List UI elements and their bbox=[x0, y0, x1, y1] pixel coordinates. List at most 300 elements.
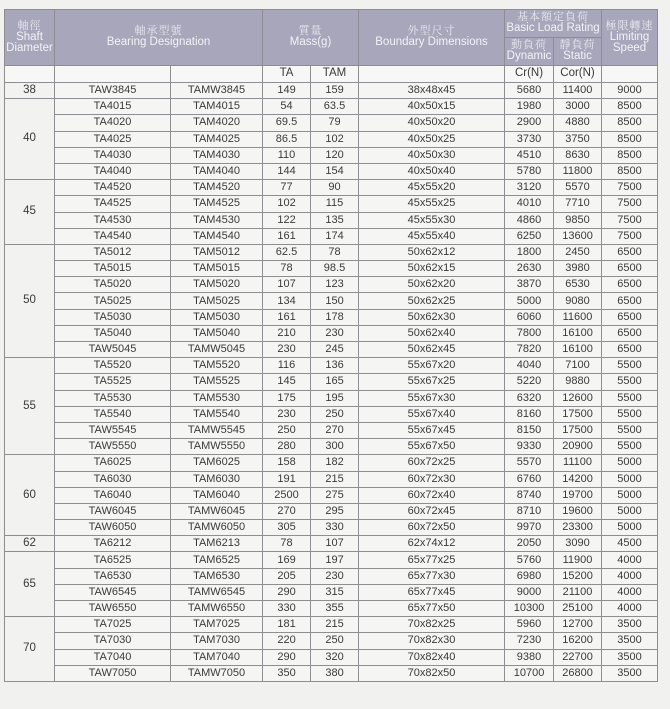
shaft-diameter-cell: 50 bbox=[5, 244, 55, 357]
mass-tam-cell: 215 bbox=[311, 471, 359, 487]
dynamic-load-cell: 3120 bbox=[505, 180, 554, 196]
header-shaft-en2: Diameter bbox=[6, 42, 53, 54]
unit-empty bbox=[359, 66, 505, 83]
mass-ta-cell: 191 bbox=[263, 471, 311, 487]
tam-designation-cell: TAM4015 bbox=[171, 99, 263, 115]
boundary-dimensions-cell: 70x82x50 bbox=[359, 665, 505, 681]
ta-designation-cell: TA4020 bbox=[55, 115, 171, 131]
dynamic-load-cell: 5680 bbox=[505, 83, 554, 99]
dynamic-load-cell: 9000 bbox=[505, 584, 554, 600]
limiting-speed-cell: 5500 bbox=[602, 374, 658, 390]
table-row bbox=[5, 115, 658, 131]
table-row bbox=[5, 584, 658, 600]
header-bearing-designation bbox=[55, 10, 263, 66]
mass-tam-cell: 230 bbox=[311, 568, 359, 584]
limiting-speed-cell: 5500 bbox=[602, 390, 658, 406]
ta-designation-cell: TAW5045 bbox=[55, 342, 171, 358]
boundary-dimensions-cell: 45x55x20 bbox=[359, 180, 505, 196]
boundary-dimensions-cell: 50x62x20 bbox=[359, 277, 505, 293]
boundary-dimensions-cell: 65x77x25 bbox=[359, 552, 505, 568]
table-row bbox=[5, 99, 658, 115]
static-load-cell: 19600 bbox=[554, 503, 602, 519]
limiting-speed-cell: 6500 bbox=[602, 309, 658, 325]
static-load-cell: 11600 bbox=[554, 309, 602, 325]
tam-designation-cell: TAM4520 bbox=[171, 180, 263, 196]
limiting-speed-cell: 6500 bbox=[602, 325, 658, 341]
mass-ta-cell: 210 bbox=[263, 325, 311, 341]
mass-ta-cell: 290 bbox=[263, 649, 311, 665]
ta-designation-cell: TAW3845 bbox=[55, 83, 171, 99]
dynamic-load-cell: 8740 bbox=[505, 487, 554, 503]
dynamic-load-cell: 10300 bbox=[505, 601, 554, 617]
limiting-speed-cell: 5000 bbox=[602, 503, 658, 519]
mass-tam-cell: 215 bbox=[311, 617, 359, 633]
boundary-dimensions-cell: 38x48x45 bbox=[359, 83, 505, 99]
static-load-cell: 19700 bbox=[554, 487, 602, 503]
mass-tam-cell: 123 bbox=[311, 277, 359, 293]
tam-designation-cell: TAM6213 bbox=[171, 536, 263, 552]
header-limiting-speed bbox=[602, 10, 658, 66]
static-load-cell: 3750 bbox=[554, 131, 602, 147]
limiting-speed-cell: 3500 bbox=[602, 633, 658, 649]
ta-designation-cell: TAW5550 bbox=[55, 439, 171, 455]
table-row bbox=[5, 422, 658, 438]
limiting-speed-cell: 8500 bbox=[602, 99, 658, 115]
static-load-cell: 6530 bbox=[554, 277, 602, 293]
dynamic-load-cell: 6760 bbox=[505, 471, 554, 487]
limiting-speed-cell: 5000 bbox=[602, 487, 658, 503]
mass-tam-cell: 90 bbox=[311, 180, 359, 196]
mass-tam-cell: 245 bbox=[311, 342, 359, 358]
static-load-cell: 22700 bbox=[554, 649, 602, 665]
static-load-cell: 7100 bbox=[554, 358, 602, 374]
static-load-cell: 8630 bbox=[554, 147, 602, 163]
static-load-cell: 17500 bbox=[554, 406, 602, 422]
static-load-cell: 16100 bbox=[554, 342, 602, 358]
mass-tam-cell: 355 bbox=[311, 601, 359, 617]
table-row bbox=[5, 180, 658, 196]
dynamic-load-cell: 1980 bbox=[505, 99, 554, 115]
ta-designation-cell: TA5030 bbox=[55, 309, 171, 325]
mass-ta-cell: 102 bbox=[263, 196, 311, 212]
mass-tam-cell: 250 bbox=[311, 406, 359, 422]
dynamic-load-cell: 4040 bbox=[505, 358, 554, 374]
static-load-cell: 7710 bbox=[554, 196, 602, 212]
static-load-cell: 9880 bbox=[554, 374, 602, 390]
mass-ta-cell: 54 bbox=[263, 99, 311, 115]
boundary-dimensions-cell: 40x50x25 bbox=[359, 131, 505, 147]
static-load-cell: 9080 bbox=[554, 293, 602, 309]
ta-designation-cell: TAW6550 bbox=[55, 601, 171, 617]
dynamic-load-cell: 4510 bbox=[505, 147, 554, 163]
table-row bbox=[5, 633, 658, 649]
mass-tam-cell: 230 bbox=[311, 325, 359, 341]
header-shaft-zh: 軸徑 bbox=[17, 19, 42, 32]
limiting-speed-cell: 3500 bbox=[602, 665, 658, 681]
header-mass-en: Mass(g) bbox=[289, 36, 332, 49]
mass-ta-cell: 205 bbox=[263, 568, 311, 584]
tam-designation-cell: TAM4025 bbox=[171, 131, 263, 147]
boundary-dimensions-cell: 65x77x50 bbox=[359, 601, 505, 617]
boundary-dimensions-cell: 40x50x15 bbox=[359, 99, 505, 115]
static-load-cell: 26800 bbox=[554, 665, 602, 681]
table-row bbox=[5, 568, 658, 584]
boundary-dimensions-cell: 60x72x25 bbox=[359, 455, 505, 471]
table-row bbox=[5, 83, 658, 99]
mass-ta-cell: 169 bbox=[263, 552, 311, 568]
static-load-cell: 12700 bbox=[554, 617, 602, 633]
static-load-cell: 20900 bbox=[554, 439, 602, 455]
mass-ta-cell: 77 bbox=[263, 180, 311, 196]
dynamic-load-cell: 5780 bbox=[505, 163, 554, 179]
ta-designation-cell: TA4040 bbox=[55, 163, 171, 179]
static-load-cell: 23300 bbox=[554, 520, 602, 536]
ta-designation-cell: TA7040 bbox=[55, 649, 171, 665]
tam-designation-cell: TAM7025 bbox=[171, 617, 263, 633]
ta-designation-cell: TA6530 bbox=[55, 568, 171, 584]
mass-tam-cell: 63.5 bbox=[311, 99, 359, 115]
mass-ta-cell: 2500 bbox=[263, 487, 311, 503]
unit-cr: Cr(N) bbox=[505, 66, 554, 83]
boundary-dimensions-cell: 70x82x25 bbox=[359, 617, 505, 633]
mass-ta-cell: 134 bbox=[263, 293, 311, 309]
ta-designation-cell: TA4525 bbox=[55, 196, 171, 212]
tam-designation-cell: TAMW7050 bbox=[171, 665, 263, 681]
dynamic-load-cell: 2900 bbox=[505, 115, 554, 131]
table-row bbox=[5, 665, 658, 681]
mass-ta-cell: 305 bbox=[263, 520, 311, 536]
table-row bbox=[5, 261, 658, 277]
limiting-speed-cell: 5000 bbox=[602, 520, 658, 536]
static-load-cell: 4880 bbox=[554, 115, 602, 131]
header-boundary-en: Boundary Dimensions bbox=[375, 36, 488, 49]
mass-ta-cell: 149 bbox=[263, 83, 311, 99]
mass-tam-cell: 120 bbox=[311, 147, 359, 163]
limiting-speed-cell: 5000 bbox=[602, 455, 658, 471]
dynamic-load-cell: 3730 bbox=[505, 131, 554, 147]
boundary-dimensions-cell: 55x67x40 bbox=[359, 406, 505, 422]
table-row bbox=[5, 309, 658, 325]
header-bearing-en: Bearing Designation bbox=[106, 36, 211, 49]
boundary-dimensions-cell: 70x82x30 bbox=[359, 633, 505, 649]
boundary-dimensions-cell: 60x72x30 bbox=[359, 471, 505, 487]
limiting-speed-cell: 6500 bbox=[602, 261, 658, 277]
tam-designation-cell: TAM5015 bbox=[171, 261, 263, 277]
tam-designation-cell: TAMW6545 bbox=[171, 584, 263, 600]
tam-designation-cell: TAM4030 bbox=[171, 147, 263, 163]
ta-designation-cell: TA4025 bbox=[55, 131, 171, 147]
mass-ta-cell: 144 bbox=[263, 163, 311, 179]
table-row bbox=[5, 374, 658, 390]
header-speed-en2: Speed bbox=[612, 42, 647, 54]
header-load-zh: 基本額定負荷 bbox=[517, 11, 590, 24]
mass-tam-cell: 380 bbox=[311, 665, 359, 681]
header-load-en: Basic Load Rating bbox=[506, 22, 600, 35]
mass-tam-cell: 115 bbox=[311, 196, 359, 212]
mass-ta-cell: 116 bbox=[263, 358, 311, 374]
table-header bbox=[5, 10, 658, 66]
table-row bbox=[5, 358, 658, 374]
limiting-speed-cell: 6500 bbox=[602, 342, 658, 358]
mass-ta-cell: 181 bbox=[263, 617, 311, 633]
ta-designation-cell: TA7025 bbox=[55, 617, 171, 633]
ta-designation-cell: TA5525 bbox=[55, 374, 171, 390]
mass-ta-cell: 250 bbox=[263, 422, 311, 438]
mass-tam-cell: 150 bbox=[311, 293, 359, 309]
tam-designation-cell: TAM4020 bbox=[171, 115, 263, 131]
shaft-diameter-cell: 55 bbox=[5, 358, 55, 455]
static-load-cell: 21100 bbox=[554, 584, 602, 600]
table-row bbox=[5, 536, 658, 552]
ta-designation-cell: TAW7050 bbox=[55, 665, 171, 681]
shaft-diameter-cell: 45 bbox=[5, 180, 55, 245]
static-load-cell: 2450 bbox=[554, 244, 602, 260]
header-static-en: Static bbox=[563, 50, 592, 63]
tam-designation-cell: TAMW6045 bbox=[171, 503, 263, 519]
mass-tam-cell: 275 bbox=[311, 487, 359, 503]
ta-designation-cell: TA5540 bbox=[55, 406, 171, 422]
boundary-dimensions-cell: 50x62x45 bbox=[359, 342, 505, 358]
table-row bbox=[5, 147, 658, 163]
mass-tam-cell: 102 bbox=[311, 131, 359, 147]
ta-designation-cell: TA5520 bbox=[55, 358, 171, 374]
limiting-speed-cell: 8500 bbox=[602, 163, 658, 179]
mass-tam-cell: 135 bbox=[311, 212, 359, 228]
tam-designation-cell: TAM6525 bbox=[171, 552, 263, 568]
mass-ta-cell: 350 bbox=[263, 665, 311, 681]
tam-designation-cell: TAM4530 bbox=[171, 212, 263, 228]
tam-designation-cell: TAM7030 bbox=[171, 633, 263, 649]
header-mass-zh: 質量 bbox=[298, 25, 323, 38]
boundary-dimensions-cell: 65x77x30 bbox=[359, 568, 505, 584]
boundary-dimensions-cell: 60x72x45 bbox=[359, 503, 505, 519]
limiting-speed-cell: 9000 bbox=[602, 83, 658, 99]
tam-designation-cell: TAMW6550 bbox=[171, 601, 263, 617]
ta-designation-cell: TA5015 bbox=[55, 261, 171, 277]
static-load-cell: 11100 bbox=[554, 455, 602, 471]
tam-designation-cell: TAM6025 bbox=[171, 455, 263, 471]
header-boundary-zh: 外型尺寸 bbox=[407, 25, 456, 38]
dynamic-load-cell: 5220 bbox=[505, 374, 554, 390]
boundary-dimensions-cell: 60x72x50 bbox=[359, 520, 505, 536]
tam-designation-cell: TAMW5550 bbox=[171, 439, 263, 455]
static-load-cell: 16100 bbox=[554, 325, 602, 341]
table-row bbox=[5, 471, 658, 487]
unit-empty bbox=[171, 66, 263, 83]
tam-designation-cell: TAMW6050 bbox=[171, 520, 263, 536]
boundary-dimensions-cell: 40x50x20 bbox=[359, 115, 505, 131]
mass-ta-cell: 158 bbox=[263, 455, 311, 471]
table-row bbox=[5, 390, 658, 406]
limiting-speed-cell: 4000 bbox=[602, 568, 658, 584]
boundary-dimensions-cell: 40x50x30 bbox=[359, 147, 505, 163]
shaft-diameter-cell: 38 bbox=[5, 83, 55, 99]
mass-tam-cell: 78 bbox=[311, 244, 359, 260]
mass-ta-cell: 107 bbox=[263, 277, 311, 293]
table-row bbox=[5, 163, 658, 179]
shaft-diameter-cell: 60 bbox=[5, 455, 55, 536]
limiting-speed-cell: 8500 bbox=[602, 131, 658, 147]
boundary-dimensions-cell: 65x77x45 bbox=[359, 584, 505, 600]
tam-designation-cell: TAM5540 bbox=[171, 406, 263, 422]
boundary-dimensions-cell: 50x62x15 bbox=[359, 261, 505, 277]
static-load-cell: 15200 bbox=[554, 568, 602, 584]
boundary-dimensions-cell: 50x62x40 bbox=[359, 325, 505, 341]
limiting-speed-cell: 4000 bbox=[602, 601, 658, 617]
table-row bbox=[5, 212, 658, 228]
boundary-dimensions-cell: 60x72x40 bbox=[359, 487, 505, 503]
ta-designation-cell: TA6025 bbox=[55, 455, 171, 471]
boundary-dimensions-cell: 70x82x40 bbox=[359, 649, 505, 665]
limiting-speed-cell: 7500 bbox=[602, 212, 658, 228]
table-row bbox=[5, 649, 658, 665]
mass-ta-cell: 78 bbox=[263, 261, 311, 277]
limiting-speed-cell: 7500 bbox=[602, 196, 658, 212]
limiting-speed-cell: 6500 bbox=[602, 293, 658, 309]
table-row bbox=[5, 520, 658, 536]
dynamic-load-cell: 6320 bbox=[505, 390, 554, 406]
tam-designation-cell: TAM5525 bbox=[171, 374, 263, 390]
limiting-speed-cell: 5500 bbox=[602, 358, 658, 374]
mass-tam-cell: 250 bbox=[311, 633, 359, 649]
tam-designation-cell: TAM4040 bbox=[171, 163, 263, 179]
static-load-cell: 25100 bbox=[554, 601, 602, 617]
tam-designation-cell: TAM7040 bbox=[171, 649, 263, 665]
ta-designation-cell: TA5012 bbox=[55, 244, 171, 260]
header-speed-en1: Limiting bbox=[609, 30, 650, 43]
boundary-dimensions-cell: 45x55x40 bbox=[359, 228, 505, 244]
boundary-dimensions-cell: 55x67x30 bbox=[359, 390, 505, 406]
static-load-cell: 5570 bbox=[554, 180, 602, 196]
limiting-speed-cell: 5000 bbox=[602, 471, 658, 487]
ta-designation-cell: TA6525 bbox=[55, 552, 171, 568]
mass-tam-cell: 165 bbox=[311, 374, 359, 390]
shaft-diameter-cell: 65 bbox=[5, 552, 55, 617]
boundary-dimensions-cell: 55x67x25 bbox=[359, 374, 505, 390]
unit-cor: Cor(N) bbox=[554, 66, 602, 83]
dynamic-load-cell: 6060 bbox=[505, 309, 554, 325]
ta-designation-cell: TA4540 bbox=[55, 228, 171, 244]
boundary-dimensions-cell: 55x67x45 bbox=[359, 422, 505, 438]
table-row bbox=[5, 406, 658, 422]
mass-ta-cell: 122 bbox=[263, 212, 311, 228]
mass-ta-cell: 290 bbox=[263, 584, 311, 600]
boundary-dimensions-cell: 50x62x30 bbox=[359, 309, 505, 325]
dynamic-load-cell: 4860 bbox=[505, 212, 554, 228]
mass-ta-cell: 280 bbox=[263, 439, 311, 455]
table-row bbox=[5, 342, 658, 358]
limiting-speed-cell: 5500 bbox=[602, 439, 658, 455]
tam-designation-cell: TAM6030 bbox=[171, 471, 263, 487]
boundary-dimensions-cell: 55x67x50 bbox=[359, 439, 505, 455]
tam-designation-cell: TAM5520 bbox=[171, 358, 263, 374]
mass-ta-cell: 175 bbox=[263, 390, 311, 406]
boundary-dimensions-cell: 50x62x25 bbox=[359, 293, 505, 309]
boundary-dimensions-cell: 40x50x40 bbox=[359, 163, 505, 179]
mass-tam-cell: 182 bbox=[311, 455, 359, 471]
static-load-cell: 11800 bbox=[554, 163, 602, 179]
mass-ta-cell: 230 bbox=[263, 406, 311, 422]
mass-tam-cell: 178 bbox=[311, 309, 359, 325]
tam-designation-cell: TAMW5045 bbox=[171, 342, 263, 358]
mass-tam-cell: 79 bbox=[311, 115, 359, 131]
table-row bbox=[5, 617, 658, 633]
shaft-diameter-cell: 40 bbox=[5, 99, 55, 180]
boundary-dimensions-cell: 50x62x12 bbox=[359, 244, 505, 260]
bearing-spec-table bbox=[4, 9, 658, 682]
mass-tam-cell: 197 bbox=[311, 552, 359, 568]
limiting-speed-cell: 6500 bbox=[602, 244, 658, 260]
ta-designation-cell: TA7030 bbox=[55, 633, 171, 649]
ta-designation-cell: TA5025 bbox=[55, 293, 171, 309]
static-load-cell: 13600 bbox=[554, 228, 602, 244]
static-load-cell: 11900 bbox=[554, 552, 602, 568]
static-load-cell: 9850 bbox=[554, 212, 602, 228]
header-dynamic-zh: 動負荷 bbox=[511, 39, 548, 52]
limiting-speed-cell: 6500 bbox=[602, 277, 658, 293]
tam-designation-cell: TAM6040 bbox=[171, 487, 263, 503]
dynamic-load-cell: 6980 bbox=[505, 568, 554, 584]
mass-ta-cell: 230 bbox=[263, 342, 311, 358]
ta-designation-cell: TA4530 bbox=[55, 212, 171, 228]
header-static bbox=[554, 38, 602, 66]
ta-designation-cell: TA4520 bbox=[55, 180, 171, 196]
dynamic-load-cell: 9330 bbox=[505, 439, 554, 455]
mass-ta-cell: 110 bbox=[263, 147, 311, 163]
header-speed-zh: 極限轉速 bbox=[605, 19, 654, 32]
ta-designation-cell: TAW5545 bbox=[55, 422, 171, 438]
ta-designation-cell: TA6040 bbox=[55, 487, 171, 503]
tam-designation-cell: TAMW3845 bbox=[171, 83, 263, 99]
static-load-cell: 3000 bbox=[554, 99, 602, 115]
static-load-cell: 11400 bbox=[554, 83, 602, 99]
table-row bbox=[5, 439, 658, 455]
table-row bbox=[5, 601, 658, 617]
mass-tam-cell: 315 bbox=[311, 584, 359, 600]
dynamic-load-cell: 1800 bbox=[505, 244, 554, 260]
dynamic-load-cell: 5760 bbox=[505, 552, 554, 568]
dynamic-load-cell: 9970 bbox=[505, 520, 554, 536]
limiting-speed-cell: 5500 bbox=[602, 422, 658, 438]
static-load-cell: 3980 bbox=[554, 261, 602, 277]
dynamic-load-cell: 7820 bbox=[505, 342, 554, 358]
table-row bbox=[5, 131, 658, 147]
mass-tam-cell: 107 bbox=[311, 536, 359, 552]
ta-designation-cell: TA6030 bbox=[55, 471, 171, 487]
table-row bbox=[5, 228, 658, 244]
tam-designation-cell: TAM5020 bbox=[171, 277, 263, 293]
limiting-speed-cell: 7500 bbox=[602, 228, 658, 244]
limiting-speed-cell: 7500 bbox=[602, 180, 658, 196]
mass-ta-cell: 161 bbox=[263, 228, 311, 244]
header-basic-load-rating bbox=[505, 10, 602, 38]
limiting-speed-cell: 8500 bbox=[602, 115, 658, 131]
tam-designation-cell: TAM5012 bbox=[171, 244, 263, 260]
table-row bbox=[5, 196, 658, 212]
static-load-cell: 16200 bbox=[554, 633, 602, 649]
table-row bbox=[5, 325, 658, 341]
table-row bbox=[5, 277, 658, 293]
table-row bbox=[5, 293, 658, 309]
limiting-speed-cell: 3500 bbox=[602, 649, 658, 665]
dynamic-load-cell: 8150 bbox=[505, 422, 554, 438]
static-load-cell: 12600 bbox=[554, 390, 602, 406]
mass-tam-cell: 300 bbox=[311, 439, 359, 455]
mass-tam-cell: 330 bbox=[311, 520, 359, 536]
ta-designation-cell: TAW6545 bbox=[55, 584, 171, 600]
ta-designation-cell: TA5040 bbox=[55, 325, 171, 341]
mass-ta-cell: 330 bbox=[263, 601, 311, 617]
